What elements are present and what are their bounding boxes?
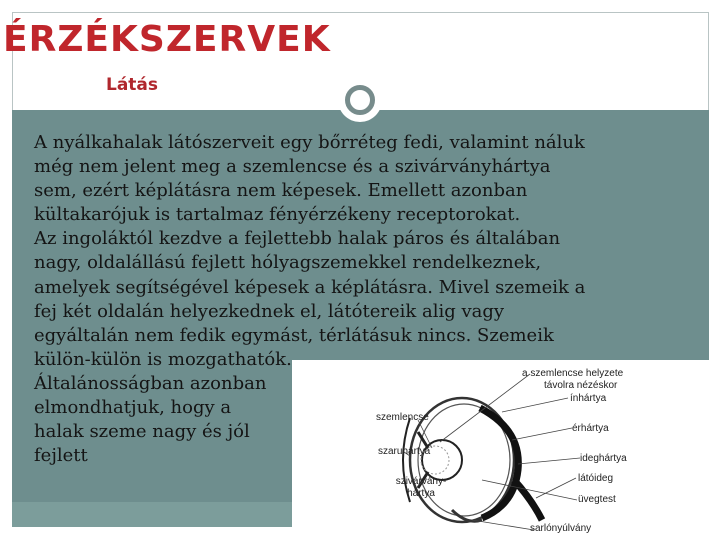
label-szivarvany-1: szivárvány- (395, 476, 447, 487)
optic-nerve (514, 480, 542, 520)
paragraph-2: Az ingoláktól kezdve a fejlettebb halak páros és általában nagy, oldalállású fejlett hólyagszemekkel rendelkeznek, amelyek segítségével képesek a képlátásra. Mivel szemeik a fej két oldalán helyezkednek el, látótereik alig vagy egyáltalán nem fedik egymást, térlátásuk nincs. Szemeik külön-külön is mozgathatók. (34, 228, 586, 370)
paragraph-1: A nyálkahalak látószerveit egy bőrréteg fedi, valamint náluk még nem jelent meg a szemlencse és a szivárványhártya sem, ezért képlátásra nem képesek. Emellett azonban kültakarójuk is tartalmaz fényérzékeny receptorokat. (34, 132, 585, 226)
paragraph-3: Általánosságban azonban elmondhatjuk, hogy a halak szeme nagy és jól fejlett (34, 372, 267, 467)
slide-subtitle: Látás (106, 75, 159, 95)
label-uvegtest: üvegtest (578, 494, 616, 505)
label-szemlencse: szemlencse (376, 412, 429, 423)
label-sarlonyulvany: sarlónyúlvány (530, 523, 592, 534)
label-lens-position-2: távolra nézéskor (544, 380, 618, 391)
label-latoideg: látóideg (578, 473, 614, 484)
label-erhartya: érhártya (572, 423, 609, 434)
label-szivarvany-2: hártya (407, 488, 435, 499)
fish-eye-diagram (292, 360, 715, 538)
decorative-circle-ring (345, 85, 375, 115)
label-inhartya: ínhártya (570, 393, 607, 404)
label-ideghartya: ideghártya (580, 453, 627, 464)
label-szivarvany (389, 476, 453, 500)
slide-title: ÉRZÉKSZERVEK (3, 19, 331, 60)
label-szaruhartya: szaruhártya (378, 446, 431, 457)
eye-diagram-drawing (292, 360, 715, 538)
label-lens-position-1: a szemlencse helyzete (522, 368, 624, 379)
